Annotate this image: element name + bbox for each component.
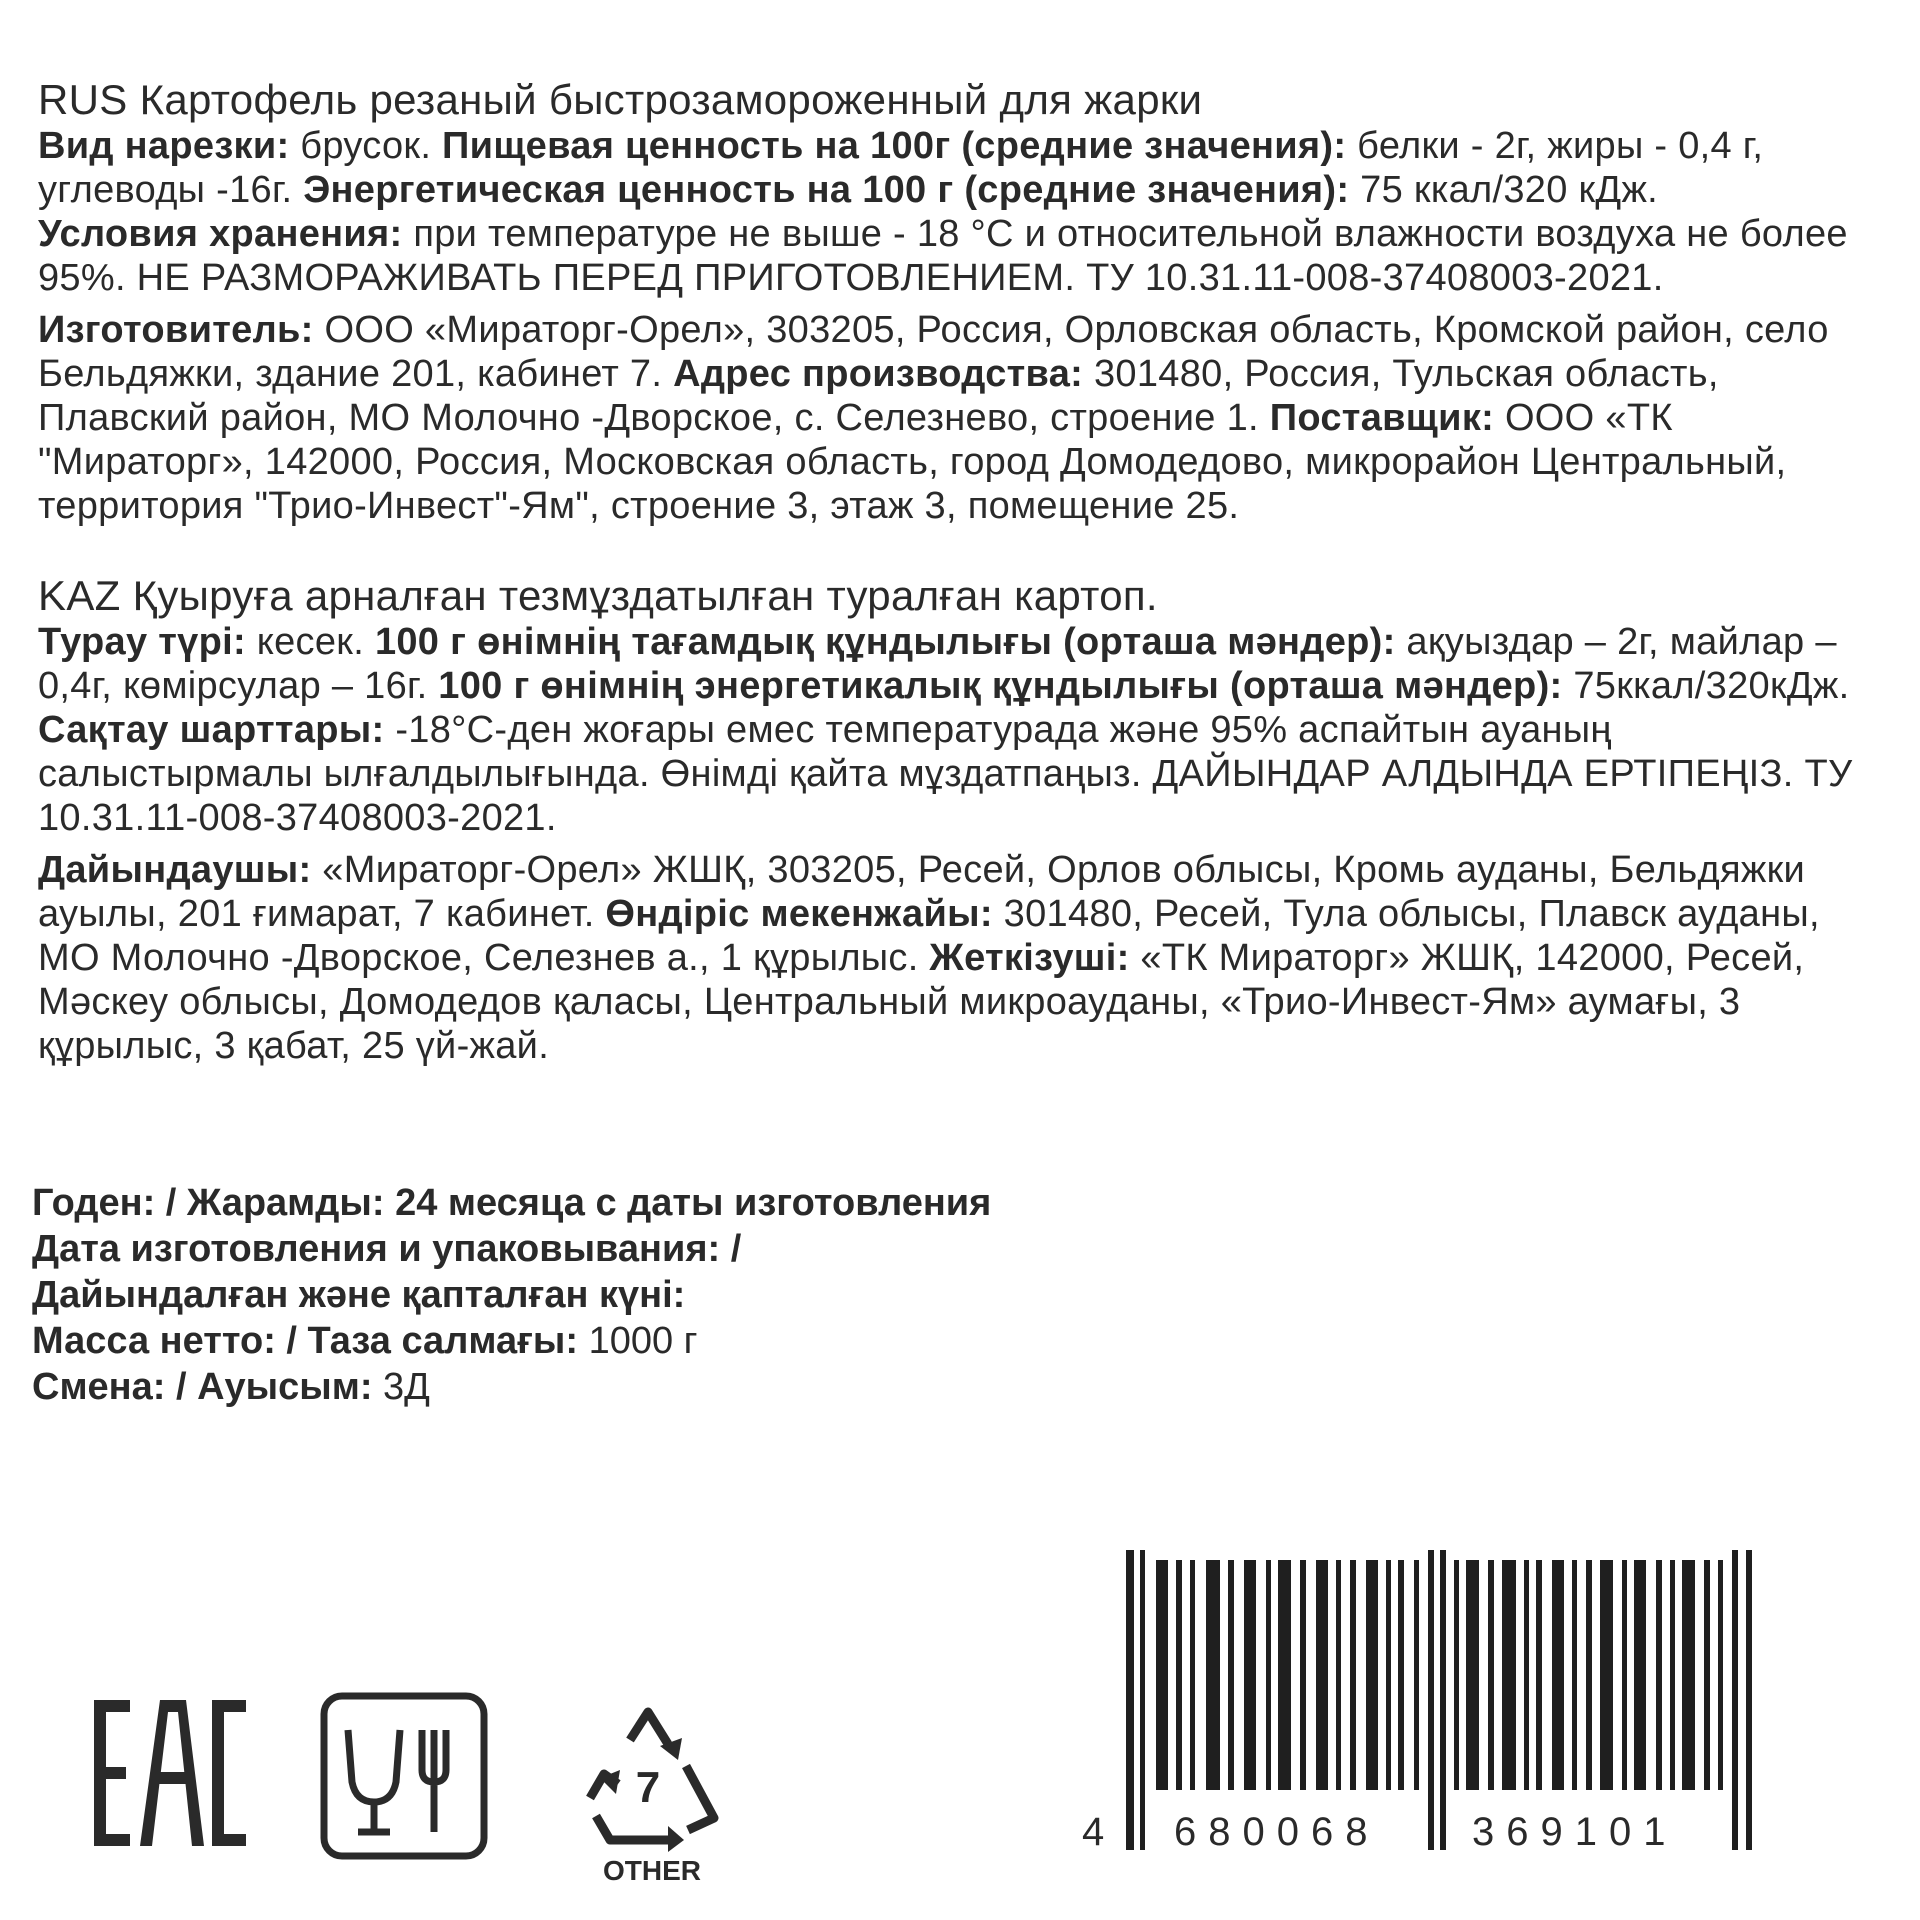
kaz-energy-value: 75ккал/320кДж. <box>1562 665 1850 707</box>
rus-production-value: 301480, Россия, Тульская область, Плавский район, МО Молочно -Дворское, с. Селезнево, строение 1. <box>38 353 1719 439</box>
eac-mark-icon <box>88 1698 248 1848</box>
rus-supplier-label: Поставщик: <box>1269 397 1495 439</box>
glass-fork-icon <box>318 1690 490 1862</box>
rus-energy-value: 75 ккал/320 кДж. <box>1349 169 1659 211</box>
rus-storage-value: при температуре не выше - 18 °С и относительной влажности воздуха не более 95%. НЕ РАЗМОРАЖИВАТЬ ПЕРЕД ПРИГОТОВЛЕНИЕМ. ТУ 10.31.11-008-37408003-2021. <box>38 213 1848 299</box>
kaz-title-text: Қуыруға арналған тезмұздатылған туралған картоп. <box>132 572 1158 619</box>
production-date-line <box>32 1226 991 1272</box>
rus-energy-label: Энергетическая ценность на 100 г (средние значения): <box>303 169 1350 211</box>
kaz-supplier-value: «ТК Мираторг» ЖШҚ, 142000, Ресей, Мәскеу облысы, Домодедов қаласы, Центральный микроауданы, «Трио-Инвест-Ям» аумағы, 3 құрылыс, 3 қабат, 25 үй-жай. <box>38 937 1805 1067</box>
rus-cut-label: Вид нарезки: <box>38 125 290 167</box>
kaz-production-value: 301480, Ресей, Тула облысы, Плавск ауданы, МО Молочно -Дворское, Селезнев а., 1 құрылыс. <box>38 893 1820 979</box>
rus-storage-label: Условия хранения: <box>38 213 403 255</box>
net-mass-label: Масса нетто: / Таза салмағы: <box>32 1320 579 1362</box>
barcode-digits <box>1082 1810 1782 1860</box>
shelf-life-value: 24 месяца с даты изготовления <box>384 1182 992 1224</box>
barcode-first-digit: 4 <box>1082 1810 1107 1854</box>
rus-nutrition-label: Пищевая ценность на 100г (средние значения): <box>442 125 1347 167</box>
production-date-label: Дата изготовления и упаковывания: / <box>32 1228 742 1270</box>
kaz-supplier-label: Жеткізуші: <box>929 937 1130 979</box>
kaz-storage-value: -18°С-ден жоғары емес температурада және 95% аспайтын ауаның салыстырмалы ылғалдылығында. Өнімді қайта мұздатпаңыз. ДАЙЫНДАР АЛДЫНДА ЕРТІПЕҢІЗ. ТУ 10.31.11-008-37408003-2021. <box>38 709 1853 839</box>
production-date-label-kaz: Дайындалған және қапталған күні: <box>32 1274 686 1316</box>
rus-details <box>38 124 1883 212</box>
kaz-title-lang: KAZ <box>38 572 121 619</box>
kaz-maker-label: Дайындаушы: <box>38 849 312 891</box>
rus-title-lang: RUS <box>38 76 128 123</box>
barcode-group-2: 369101 <box>1472 1810 1678 1854</box>
rus-maker-label: Изготовитель: <box>38 309 314 351</box>
recycle-number: 7 <box>635 1763 661 1812</box>
shelf-life-label: Годен: / Жарамды: <box>32 1182 385 1224</box>
kaz-details <box>38 620 1883 840</box>
shift-value: 3Д <box>372 1366 430 1408</box>
kaz-production-label: Өндіріс мекенжайы: <box>605 893 993 935</box>
kaz-nutrition-label: 100 г өнімнің тағамдық құндылығы (орташа мәндер): <box>374 621 1396 663</box>
net-mass-value: 1000 г <box>578 1320 698 1362</box>
rus-manufacturer <box>38 308 1883 528</box>
kaz-energy-label: 100 г өнімнің энергетикалық құндылығы (орташа мәндер): <box>438 665 1563 707</box>
shift-line <box>32 1364 991 1410</box>
label-text <box>38 76 1883 1068</box>
barcode-group-1: 680068 <box>1174 1810 1380 1854</box>
shift-label: Смена: / Ауысым: <box>32 1366 373 1408</box>
rus-supplier-value: ООО «ТК "Мираторг», 142000, Россия, Московская область, город Домодедово, микрорайон Центральный, территория "Трио-Инвест"-Ям", строение 3, этаж 3, помещение 25. <box>38 397 1787 527</box>
rus-storage <box>38 212 1883 300</box>
kaz-nutrition-value: ақуыздар – 2г, майлар – 0,4г, көмірсулар – 16г. <box>38 621 1837 707</box>
net-mass-line <box>32 1318 991 1364</box>
kaz-cut-value: кесек. <box>245 621 375 663</box>
rus-cut-value: брусок. <box>289 125 443 167</box>
rus-title <box>38 76 1883 124</box>
kaz-title <box>38 572 1883 620</box>
kaz-storage-label: Сақтау шарттары: <box>38 709 385 751</box>
production-date-kaz-line <box>32 1272 991 1318</box>
rus-title-text: Картофель резаный быстрозамороженный для жарки <box>139 76 1203 123</box>
kaz-maker-value: «Мираторг-Орел» ЖШҚ, 303205, Ресей, Орлов облысы, Кромь ауданы, Бельдяжки ауылы, 201 ғимарат, 7 кабинет. <box>38 849 1806 935</box>
rus-maker-value: ООО «Мираторг-Орел», 303205, Россия, Орловская область, Кромской район, село Бельдяжки, здание 201, кабинет 7. <box>38 309 1829 395</box>
barcode-icon <box>1126 1550 1766 1850</box>
recycle-text: OTHER <box>603 1855 701 1886</box>
kaz-manufacturer <box>38 848 1883 1068</box>
rus-production-label: Адрес производства: <box>673 353 1084 395</box>
kaz-cut-label: Турау түрі: <box>38 621 246 663</box>
label-footer <box>32 1180 991 1410</box>
recycle-icon <box>560 1690 750 1890</box>
rus-nutrition-value: белки - 2г, жиры - 0,4 г, углеводы -16г. <box>38 125 1764 211</box>
shelf-life-line <box>32 1180 991 1226</box>
